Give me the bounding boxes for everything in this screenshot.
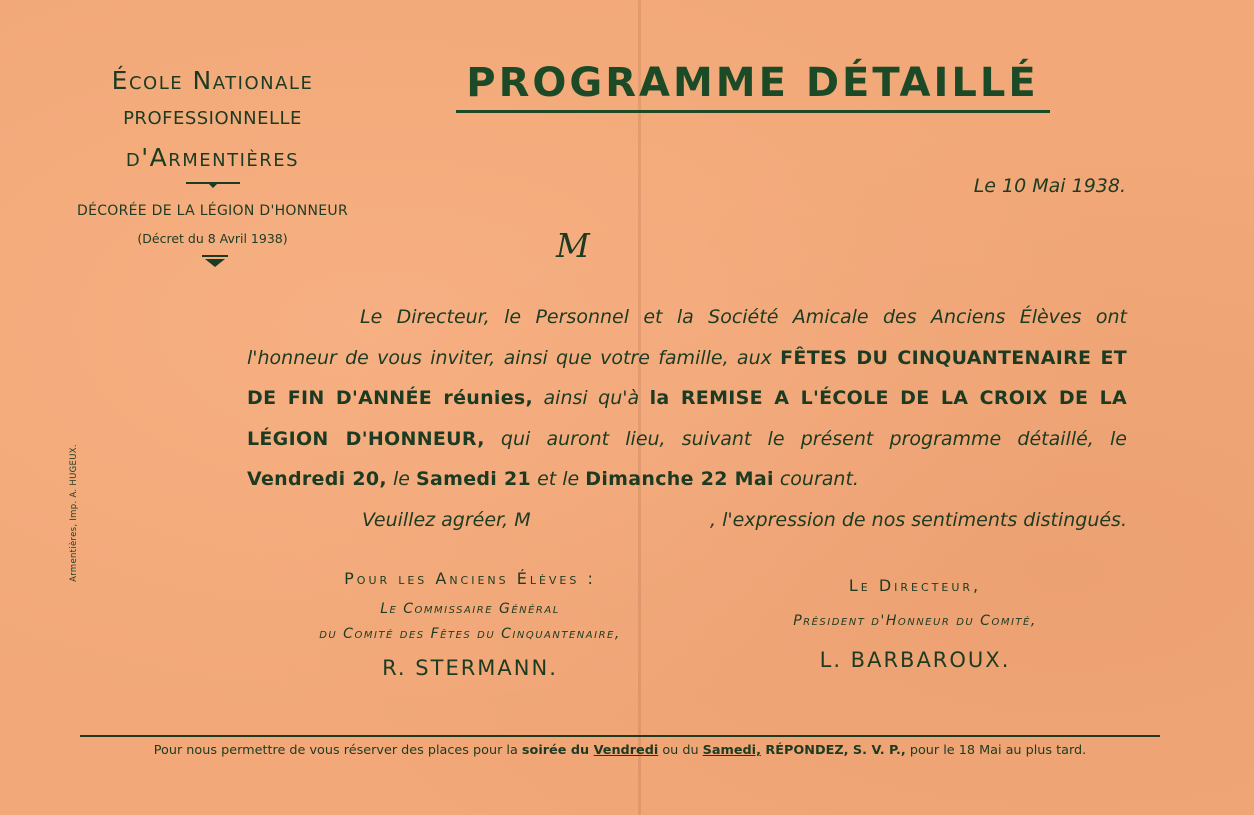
- decree-note: (Décret du 8 Avril 1938): [137, 231, 288, 246]
- signature-left-title2: du Comité des Fêtes du Cinquantenaire,: [319, 626, 621, 642]
- signature-left-role: Pour les Anciens Élèves :: [344, 569, 596, 588]
- invitation-paragraph: [247, 297, 1127, 500]
- legion-honneur-note: DÉCORÉE DE LA LÉGION D'HONNEUR: [76, 203, 349, 219]
- footer-text-3: pour le 18 Mai au plus tard.: [905, 743, 1087, 758]
- ornament-divider-icon: [186, 180, 240, 188]
- signature-right-name: L. BARBAROUX.: [819, 648, 1011, 672]
- body-bold-fetes: FÊTES DU CINQUANTENAIRE ET DE FIN D'ANNÉE réunies,: [247, 346, 1127, 409]
- footer-text-1: Pour nous permettre de vous réserver des places pour la: [153, 743, 522, 758]
- body-text-1: Le Directeur, le Personnel et la Société Amicale des Anciens Élèves ont l'honneur de vous inviter, ainsi que votre famille, aux: [247, 306, 1127, 369]
- triangle-ornament-icon: [202, 255, 228, 267]
- footer-rule: [80, 735, 1160, 737]
- footer-bold-repondez: RÉPONDEZ, S. V. P.,: [760, 743, 906, 758]
- letter-date: Le 10 Mai 1938.: [973, 175, 1126, 197]
- signature-left-name: R. STERMANN.: [382, 656, 558, 680]
- footer-underlined-samedi: Samedi,: [702, 743, 761, 758]
- footer-bold-soiree: soirée du: [521, 743, 594, 758]
- body-text-4: le: [386, 468, 416, 490]
- body-bold-samedi: Samedi 21: [415, 468, 532, 490]
- signature-left-title1: Le Commissaire Général: [380, 601, 560, 617]
- salutation: M: [556, 226, 590, 265]
- footer-underlined-vendredi: Vendredi: [593, 743, 659, 758]
- body-bold-remise: la REMISE A L'ÉCOLE DE LA CROIX DE LA LÉGION D'HONNEUR,: [247, 387, 1128, 450]
- body-text-5: et le: [531, 468, 586, 490]
- closing-part2: , l'expression de nos sentiments distingués.: [710, 509, 1127, 531]
- page-title: PROGRAMME DÉTAILLÉ: [466, 60, 1039, 106]
- school-name-line1: École Nationale: [111, 66, 314, 95]
- title-underline: [456, 110, 1050, 113]
- body-text-3: qui auront lieu, suivant le présent programme détaillé, le: [484, 427, 1127, 450]
- closing-part1: Veuillez agréer, M: [362, 509, 531, 531]
- printer-imprint: Armentières, Imp. A. HUGEUX.: [69, 444, 79, 582]
- school-name-line3: d'Armentières: [125, 143, 300, 172]
- body-bold-dimanche: Dimanche 22 Mai: [585, 468, 774, 490]
- signature-right-title1: Président d'Honneur du Comité,: [793, 613, 1037, 629]
- footer-note: [80, 743, 1160, 758]
- body-bold-vendredi: Vendredi 20,: [247, 468, 387, 490]
- body-text-6: courant.: [773, 468, 859, 490]
- body-text-2: ainsi qu'à: [533, 387, 650, 409]
- school-name-line2: PROFESSIONNELLE: [123, 108, 302, 129]
- footer-text-2: ou du: [658, 743, 703, 758]
- signature-right-role: Le Directeur,: [848, 576, 982, 595]
